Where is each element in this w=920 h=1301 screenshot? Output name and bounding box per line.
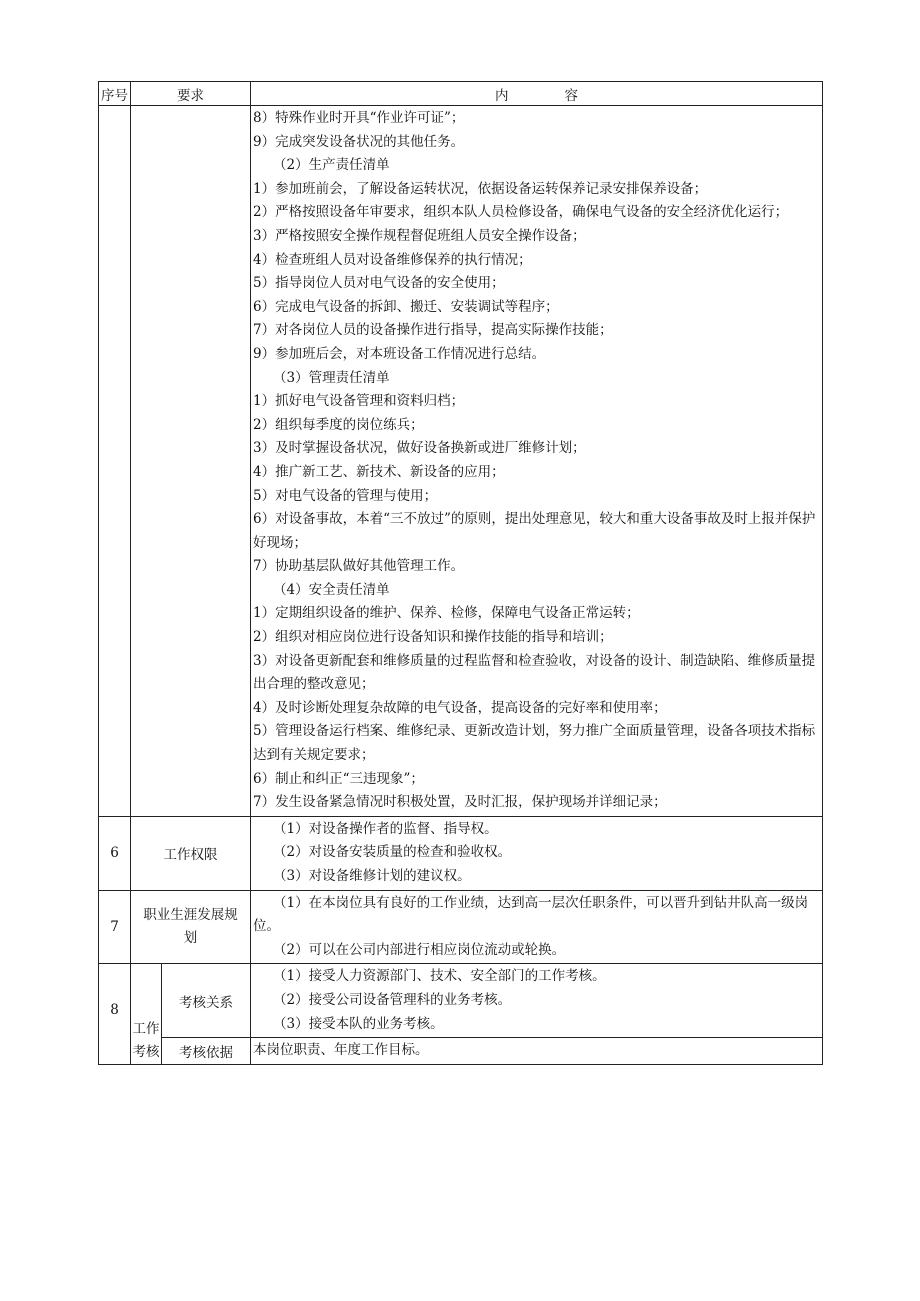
list-item: 6）完成电气设备的拆卸、搬迁、安装调试等程序； xyxy=(253,298,559,315)
row8-line: （1）接受人力资源部门、技术、安全部门的工作考核。 xyxy=(273,968,606,985)
header-seq: 序号 xyxy=(99,82,131,106)
row8-seq: 8 xyxy=(99,964,131,1064)
section-heading: （4）安全责任清单 xyxy=(273,581,390,598)
continued-content-cell xyxy=(251,106,823,817)
row8-line: （3）接受本队的业务考核。 xyxy=(273,1015,444,1032)
list-item: 6）制止和纠正“三违现象”； xyxy=(253,770,424,787)
row8-sub2: 考核依据 xyxy=(162,1038,251,1065)
list-item: 5）指导岗位人员对电气设备的安全使用； xyxy=(253,275,505,292)
list-item: 3）严格按照安全操作规程督促班组人员安全操作设备； xyxy=(253,227,586,244)
list-item: 5）管理设备运行档案、维修纪录、更新改造计划，努力推广全面质量管理，设备各项技术指标达到有关规定要求； xyxy=(253,723,816,764)
list-item: 5）对电气设备的管理与使用； xyxy=(253,487,438,504)
list-item: 2）组织对相应岗位进行设备知识和操作技能的指导和培训； xyxy=(253,629,613,646)
row6-line: （3）对设备维修计划的建议权。 xyxy=(273,868,471,884)
row7-line: （2）可以在公司内部进行相应岗位流动或轮换。 xyxy=(273,941,566,958)
list-item: 7）协助基层队做好其他管理工作。 xyxy=(253,558,465,575)
row7-content xyxy=(251,890,823,964)
list-item: 8）特殊作业时开具“作业许可证”； xyxy=(253,110,465,126)
row-7 xyxy=(99,890,823,964)
header-requirement: 要求 xyxy=(131,82,251,106)
row6-content xyxy=(251,816,823,890)
row6-seq: 6 xyxy=(99,816,131,890)
row8-line: （2）接受公司设备管理科的业务考核。 xyxy=(273,991,512,1008)
row8-sub1: 考核关系 xyxy=(162,964,251,1038)
list-item: 2）严格按照设备年审要求，组织本队人员检修设备，确保电气设备的安全经济优化运行； xyxy=(253,204,789,221)
list-item: 1）参加班前会，了解设备运转状况，依据设备运转保养记录安排保养设备； xyxy=(253,180,708,197)
list-item: 9）完成突发设备状况的其他任务。 xyxy=(253,133,465,150)
list-item: 7）发生设备紧急情况时积极处置，及时汇报，保护现场并详细记录； xyxy=(253,794,667,811)
row8-sub1-content xyxy=(251,964,823,1038)
list-item: 1）定期组织设备的维护、保养、检修，保障电气设备正常运转； xyxy=(253,605,640,622)
row6-requirement: 工作权限 xyxy=(131,816,251,890)
list-item: 7）对各岗位人员的设备操作进行指导，提高实际操作技能； xyxy=(253,322,613,339)
row7-seq: 7 xyxy=(99,890,131,964)
row-8a xyxy=(99,964,823,1038)
row7-requirement: 职业生涯发展规划 xyxy=(131,890,251,964)
list-item: 4）推广新工艺、新技术、新设备的应用； xyxy=(253,463,505,480)
row6-line: （2）对设备安装质量的检查和验收权。 xyxy=(273,844,512,861)
list-item: 3）及时掌握设备状况，做好设备换新或进厂维修计划； xyxy=(253,440,586,457)
row-8b xyxy=(99,1038,823,1065)
list-item: 1）抓好电气设备管理和资料归档； xyxy=(253,393,465,410)
continued-row xyxy=(99,106,823,817)
list-item: 9）参加班后会，对本班设备工作情况进行总结。 xyxy=(253,345,546,362)
row8-group: 工作考核 xyxy=(131,964,162,1064)
row7-line: （1）在本岗位具有良好的工作业绩，达到高一层次任职条件，可以晋升到钻井队高一级岗位。 xyxy=(253,894,809,935)
row8-sub2-text: 本岗位职责、年度工作目标。 xyxy=(253,1042,429,1059)
row-6 xyxy=(99,816,823,890)
header-row xyxy=(99,82,823,106)
section-heading: （3）管理责任清单 xyxy=(273,369,390,386)
continued-seq-cell xyxy=(99,106,131,817)
list-item: 2）组织每季度的岗位练兵； xyxy=(253,416,424,433)
header-content: 内 容 xyxy=(251,82,823,106)
duty-table xyxy=(98,81,823,1065)
list-item: 4）检查班组人员对设备维修保养的执行情况； xyxy=(253,251,532,268)
continued-req-cell xyxy=(131,106,251,817)
list-item: 3）对设备更新配套和维修质量的过程监督和检查验收，对设备的设计、制造缺陷、维修质量提出合理的整改意见； xyxy=(253,652,816,693)
list-item: 4）及时诊断处理复杂故障的电气设备，提高设备的完好率和使用率； xyxy=(253,699,667,716)
list-item: 6）对设备事故，本着“三不放过”的原则，提出处理意见，较大和重大设备事故及时上报并保护好现场； xyxy=(253,511,816,551)
row6-line: （1）对设备操作者的监督、指导权。 xyxy=(273,820,498,837)
section-heading: （2）生产责任清单 xyxy=(273,157,390,174)
row8-sub2-content xyxy=(251,1038,823,1065)
